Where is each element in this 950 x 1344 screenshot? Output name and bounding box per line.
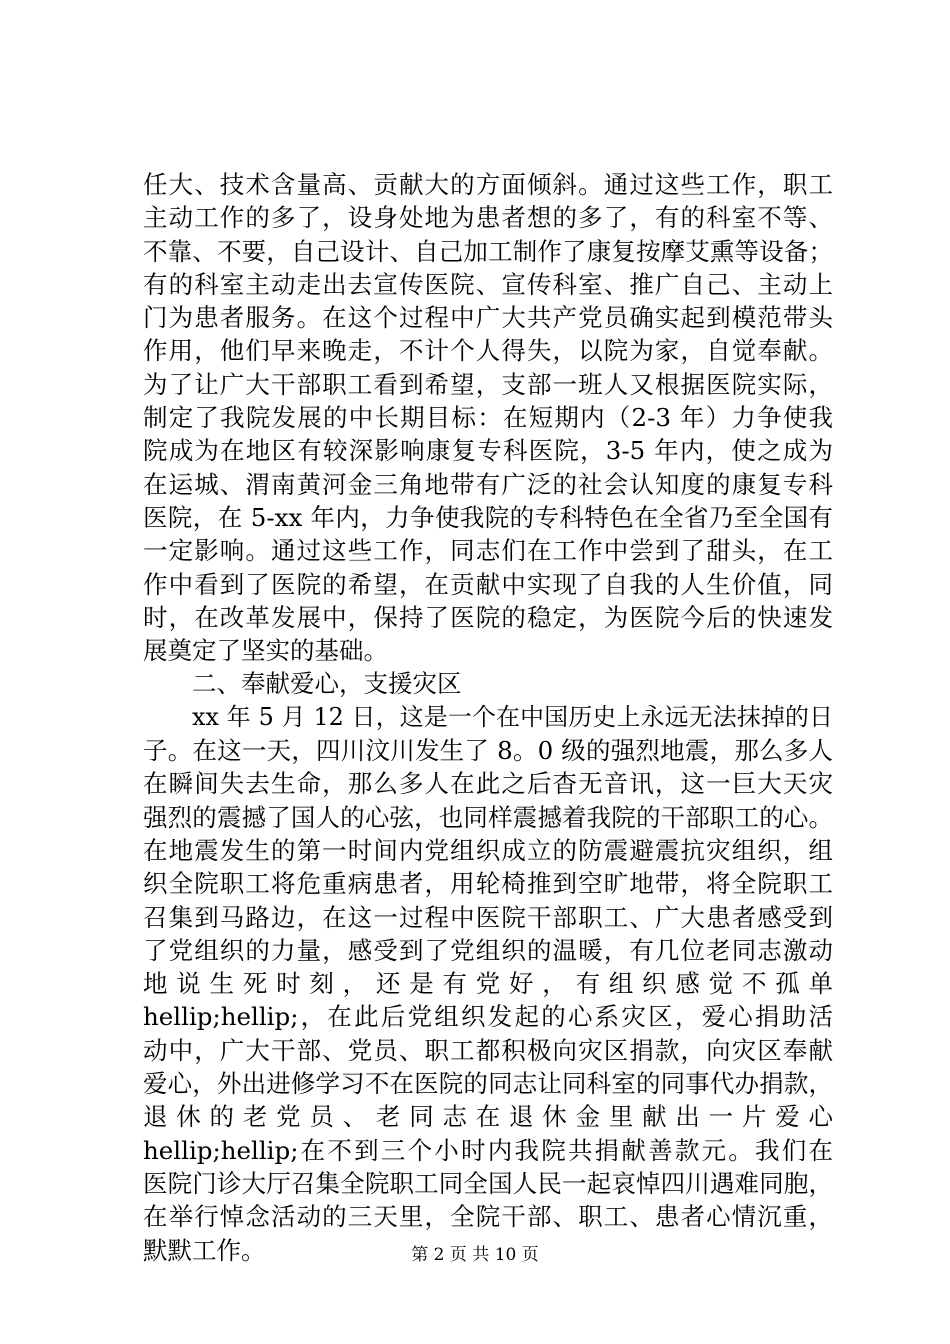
text-line: 爱心，外出进修学习不在医院的同志让同科室的同事代办捐款， (143, 1069, 833, 1099)
paragraph-2 (143, 701, 833, 1267)
text-line: 制定了我院发展的中长期目标：在短期内（2-3 年）力争使我 (143, 403, 833, 433)
text-line: 门为患者服务。在这个过程中广大共产党员确实起到模范带头 (143, 303, 833, 333)
text-line: 作中看到了医院的希望，在贡献中实现了自我的人生价值，同 (143, 569, 833, 599)
text-line: 了党组织的力量，感受到了党组织的温暖，有几位老同志激动 (143, 935, 833, 965)
text-line: hellip;hellip;在不到三个小时内我院共捐献善款元。我们在 (143, 1135, 833, 1165)
text-line: 院成为在地区有较深影响康复专科医院，3-5 年内，使之成为 (143, 436, 833, 466)
text-line: 不靠、不要，自己设计、自己加工制作了康复按摩艾熏等设备； (143, 236, 833, 266)
text-line: 织全院职工将危重病患者，用轮椅推到空旷地带，将全院职工 (143, 869, 833, 899)
text-line: 时，在改革发展中，保持了医院的稳定，为医院今后的快速发 (143, 602, 833, 632)
page-number-footer: 第 2 页 共 10 页 (411, 1245, 539, 1265)
text-line: 强烈的震撼了国人的心弦，也同样震撼着我院的干部职工的心。 (143, 802, 833, 832)
text-line: 为了让广大干部职工看到希望，支部一班人又根据医院实际， (143, 369, 833, 399)
text-line: 展奠定了坚实的基础。 (143, 636, 388, 666)
text-line: 默默工作。 (143, 1235, 266, 1265)
text-line: 在瞬间失去生命，那么多人在此之后杳无音讯，这一巨大天灾 (143, 769, 833, 799)
text-line: 动中，广大干部、党员、职工都积极向灾区捐款，向灾区奉献 (143, 1035, 833, 1065)
text-line: 医院门诊大厅召集全院职工同全国人民一起哀悼四川遇难同胞， (143, 1168, 833, 1198)
text-line: 在举行悼念活动的三天里，全院干部、职工、患者心情沉重， (143, 1202, 833, 1232)
text-line: 在地震发生的第一时间内党组织成立的防震避震抗灾组织，组 (143, 835, 833, 865)
document-body (143, 168, 833, 1267)
text-line: 主动工作的多了，设身处地为患者想的多了，有的科室不等、 (143, 203, 833, 233)
text-line: 子。在这一天，四川汶川发生了 8。0 级的强烈地震，那么多人 (143, 736, 833, 766)
text-line: 地 说 生 死 时 刻 ， 还 是 有 党 好 ， 有 组 织 感 觉 不 孤 单 (143, 969, 833, 999)
text-line: 一定影响。通过这些工作，同志们在工作中尝到了甜头，在工 (143, 536, 833, 566)
text-line: 退 休 的 老 党 员 、 老 同 志 在 退 休 金 里 献 出 一 片 爱 心 (143, 1102, 833, 1132)
text-line: 召集到马路边，在这一过程中医院干部职工、广大患者感受到 (143, 902, 833, 932)
paragraph-1 (143, 168, 833, 667)
text-line: 有的科室主动走出去宣传医院、宣传科室、推广自己、主动上 (143, 269, 833, 299)
text-line: hellip;hellip;，在此后党组织发起的心系灾区，爱心捐助活 (143, 1002, 833, 1032)
text-line: 任大、技术含量高、贡献大的方面倾斜。通过这些工作，职工 (143, 170, 833, 199)
section-heading: 二、奉献爱心，支援灾区 (192, 669, 462, 699)
text-line: xx 年 5 月 12 日，这是一个在中国历史上永远无法抹掉的日 (192, 702, 833, 731)
text-line: 作用，他们早来晚走，不计个人得失，以院为家，自觉奉献。 (143, 336, 833, 366)
text-line: 医院，在 5-xx 年内，力争使我院的专科特色在全省乃至全国有 (143, 502, 833, 532)
text-line: 在运城、渭南黄河金三角地带有广泛的社会认知度的康复专科 (143, 469, 833, 499)
